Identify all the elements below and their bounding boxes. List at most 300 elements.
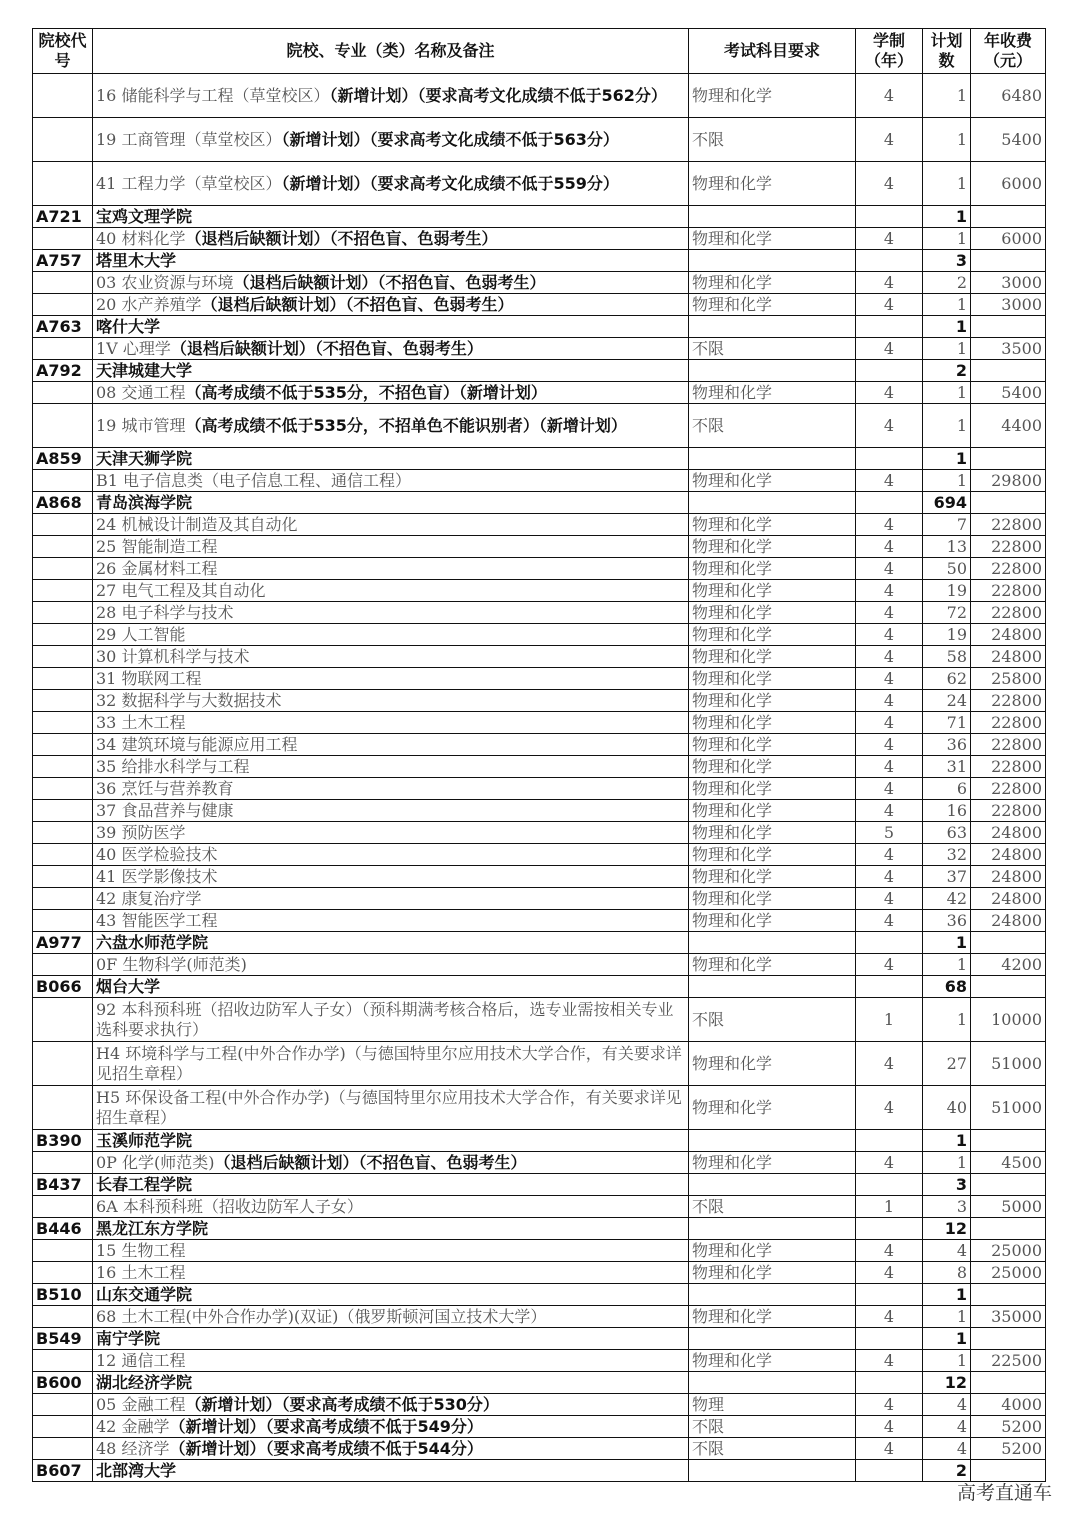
school-row xyxy=(33,976,1046,998)
plan-count: 68 xyxy=(923,976,971,998)
name-note-bold: 塔里木大学 xyxy=(96,250,177,270)
school-code xyxy=(33,1438,93,1460)
school-code xyxy=(33,822,93,844)
subject-requirement: 不限 xyxy=(689,338,856,360)
major-row xyxy=(33,954,1046,976)
school-row xyxy=(33,250,1046,272)
study-years: 4 xyxy=(856,1416,923,1438)
major-name xyxy=(93,1196,689,1218)
study-years: 4 xyxy=(856,162,923,206)
school-row xyxy=(33,448,1046,470)
subject-requirement: 物理和化学 xyxy=(689,646,856,668)
major-row xyxy=(33,844,1046,866)
school-code xyxy=(33,1086,93,1130)
subject-requirement: 物理和化学 xyxy=(689,1240,856,1262)
subject-requirement xyxy=(689,1460,856,1482)
name-text: 27 电气工程及其自动化 xyxy=(96,580,266,600)
major-row xyxy=(33,1152,1046,1174)
major-name xyxy=(93,1394,689,1416)
annual-fee: 24800 xyxy=(971,866,1046,888)
name-note-bold: 天津城建大学 xyxy=(96,360,193,380)
major-row xyxy=(33,1416,1046,1438)
annual-fee: 3000 xyxy=(971,272,1046,294)
study-years: 1 xyxy=(856,998,923,1042)
subject-requirement: 物理和化学 xyxy=(689,580,856,602)
name-text: 42 康复治疗学 xyxy=(96,888,202,908)
major-name xyxy=(93,1262,689,1284)
school-code xyxy=(33,1152,93,1174)
major-row xyxy=(33,272,1046,294)
annual-fee: 22800 xyxy=(971,756,1046,778)
admission-plan-table xyxy=(32,28,1046,1482)
name-note-bold: （新增计划）（要求高考文化成绩不低于563分） xyxy=(281,129,619,149)
subject-requirement: 物理和化学 xyxy=(689,514,856,536)
major-row xyxy=(33,866,1046,888)
school-code: B066 xyxy=(33,976,93,998)
name-text: 28 电子科学与技术 xyxy=(96,602,234,622)
major-row xyxy=(33,624,1046,646)
annual-fee: 22800 xyxy=(971,536,1046,558)
plan-count: 3 xyxy=(923,1196,971,1218)
plan-count: 694 xyxy=(923,492,971,514)
school-code: B549 xyxy=(33,1328,93,1350)
major-row xyxy=(33,470,1046,492)
major-name xyxy=(93,514,689,536)
name-note-bold: 青岛滨海学院 xyxy=(96,492,193,512)
school-code: B446 xyxy=(33,1218,93,1240)
name-text: 29 人工智能 xyxy=(96,624,186,644)
subject-requirement: 物理和化学 xyxy=(689,470,856,492)
major-row xyxy=(33,228,1046,250)
subject-requirement xyxy=(689,976,856,998)
header-years: 学制（年） xyxy=(856,29,923,74)
major-name xyxy=(93,272,689,294)
major-row xyxy=(33,756,1046,778)
name-note-bold: 长春工程学院 xyxy=(96,1174,193,1194)
annual-fee xyxy=(971,976,1046,998)
annual-fee xyxy=(971,316,1046,338)
plan-count: 4 xyxy=(923,1240,971,1262)
major-name xyxy=(93,1416,689,1438)
subject-requirement: 物理和化学 xyxy=(689,1262,856,1284)
name-text: 36 烹饪与营养教育 xyxy=(96,778,234,798)
name-note-bold: （新增计划）（要求高考成绩不低于549分） xyxy=(169,1416,483,1436)
school-code xyxy=(33,624,93,646)
school-row xyxy=(33,932,1046,954)
header-fee: 年收费（元） xyxy=(971,29,1046,74)
school-name xyxy=(93,1284,689,1306)
name-text: 39 预防医学 xyxy=(96,822,186,842)
study-years: 4 xyxy=(856,800,923,822)
study-years: 4 xyxy=(856,514,923,536)
major-name xyxy=(93,1086,689,1130)
major-row xyxy=(33,690,1046,712)
school-code xyxy=(33,888,93,910)
study-years: 4 xyxy=(856,668,923,690)
school-name xyxy=(93,932,689,954)
school-code xyxy=(33,954,93,976)
school-code: B390 xyxy=(33,1130,93,1152)
study-years: 4 xyxy=(856,1394,923,1416)
major-name xyxy=(93,228,689,250)
school-code xyxy=(33,998,93,1042)
header-name: 院校、专业（类）名称及备注 xyxy=(93,29,689,74)
name-text: B1 电子信息类（电子信息工程、通信工程） xyxy=(96,470,412,490)
school-code xyxy=(33,1196,93,1218)
major-row xyxy=(33,910,1046,932)
major-name xyxy=(93,756,689,778)
major-row xyxy=(33,734,1046,756)
annual-fee: 6000 xyxy=(971,162,1046,206)
plan-count: 4 xyxy=(923,1416,971,1438)
major-name xyxy=(93,74,689,118)
study-years: 4 xyxy=(856,536,923,558)
name-note-bold: （新增计划）（要求高考文化成绩不低于562分） xyxy=(329,85,667,105)
subject-requirement xyxy=(689,1372,856,1394)
major-row xyxy=(33,998,1046,1042)
subject-requirement xyxy=(689,1284,856,1306)
study-years xyxy=(856,316,923,338)
name-text: 43 智能医学工程 xyxy=(96,910,218,930)
name-note-bold: （新增计划）（要求高考文化成绩不低于559分） xyxy=(281,173,619,193)
study-years xyxy=(856,1218,923,1240)
major-row xyxy=(33,888,1046,910)
annual-fee: 6480 xyxy=(971,74,1046,118)
annual-fee xyxy=(971,1372,1046,1394)
subject-requirement: 物理和化学 xyxy=(689,822,856,844)
annual-fee: 25000 xyxy=(971,1240,1046,1262)
name-text: 41 工程力学（草堂校区） xyxy=(96,173,282,193)
annual-fee: 51000 xyxy=(971,1042,1046,1086)
major-row xyxy=(33,1438,1046,1460)
school-code xyxy=(33,844,93,866)
major-row xyxy=(33,602,1046,624)
name-text: 30 计算机科学与技术 xyxy=(96,646,250,666)
annual-fee: 22800 xyxy=(971,690,1046,712)
study-years: 4 xyxy=(856,338,923,360)
subject-requirement xyxy=(689,1174,856,1196)
study-years xyxy=(856,250,923,272)
plan-count: 63 xyxy=(923,822,971,844)
study-years: 1 xyxy=(856,1196,923,1218)
name-note-bold: 天津天狮学院 xyxy=(96,448,193,468)
annual-fee: 6000 xyxy=(971,228,1046,250)
name-text: 26 金属材料工程 xyxy=(96,558,218,578)
subject-requirement: 不限 xyxy=(689,1438,856,1460)
major-row xyxy=(33,800,1046,822)
name-note-bold: 南宁学院 xyxy=(96,1328,161,1348)
name-note-bold: 黑龙江东方学院 xyxy=(96,1218,209,1238)
school-name xyxy=(93,1130,689,1152)
plan-count: 4 xyxy=(923,1438,971,1460)
major-row xyxy=(33,822,1046,844)
plan-count: 71 xyxy=(923,712,971,734)
name-note-bold: （新增计划）（要求高考成绩不低于530分） xyxy=(185,1394,499,1414)
study-years: 4 xyxy=(856,558,923,580)
name-text: 41 医学影像技术 xyxy=(96,866,218,886)
subject-requirement: 物理和化学 xyxy=(689,1152,856,1174)
name-text: 19 工商管理（草堂校区） xyxy=(96,129,282,149)
subject-requirement xyxy=(689,492,856,514)
name-text: 33 土木工程 xyxy=(96,712,186,732)
name-text: 08 交通工程 xyxy=(96,382,186,402)
subject-requirement xyxy=(689,1218,856,1240)
annual-fee: 5400 xyxy=(971,382,1046,404)
major-name xyxy=(93,866,689,888)
subject-requirement: 物理和化学 xyxy=(689,1086,856,1130)
plan-count: 50 xyxy=(923,558,971,580)
school-name xyxy=(93,250,689,272)
name-note-bold: 北部湾大学 xyxy=(96,1460,177,1480)
subject-requirement: 物理和化学 xyxy=(689,294,856,316)
name-text: 40 材料化学 xyxy=(96,228,186,248)
name-text: 31 物联网工程 xyxy=(96,668,202,688)
plan-count: 1 xyxy=(923,228,971,250)
subject-requirement: 物理和化学 xyxy=(689,844,856,866)
school-name xyxy=(93,1174,689,1196)
subject-requirement: 物理和化学 xyxy=(689,668,856,690)
subject-requirement: 物理和化学 xyxy=(689,800,856,822)
school-code xyxy=(33,1306,93,1328)
school-code xyxy=(33,74,93,118)
major-name xyxy=(93,470,689,492)
school-name xyxy=(93,1372,689,1394)
major-row xyxy=(33,338,1046,360)
name-text: 19 城市管理 xyxy=(96,415,186,435)
major-row xyxy=(33,1042,1046,1086)
subject-requirement xyxy=(689,1328,856,1350)
study-years: 4 xyxy=(856,734,923,756)
name-note-bold: （退档后缺额计划）（不招色盲、色弱考生） xyxy=(201,294,514,314)
annual-fee: 29800 xyxy=(971,470,1046,492)
watermark: 高考直通车 xyxy=(956,1482,1052,1504)
annual-fee: 22800 xyxy=(971,602,1046,624)
plan-count: 1 xyxy=(923,448,971,470)
study-years xyxy=(856,1328,923,1350)
major-name xyxy=(93,1350,689,1372)
subject-requirement: 物理和化学 xyxy=(689,778,856,800)
subject-requirement: 物理和化学 xyxy=(689,756,856,778)
study-years: 4 xyxy=(856,580,923,602)
major-row xyxy=(33,536,1046,558)
plan-count: 36 xyxy=(923,734,971,756)
name-text: 68 土木工程(中外合作办学)(双证)（俄罗斯顿河国立技术大学） xyxy=(96,1306,547,1326)
study-years: 4 xyxy=(856,382,923,404)
major-row xyxy=(33,1086,1046,1130)
major-name xyxy=(93,1438,689,1460)
major-row xyxy=(33,712,1046,734)
major-row xyxy=(33,1350,1046,1372)
plan-count: 1 xyxy=(923,294,971,316)
school-code xyxy=(33,756,93,778)
name-note-bold: 宝鸡文理学院 xyxy=(96,206,193,226)
study-years xyxy=(856,976,923,998)
annual-fee: 24800 xyxy=(971,910,1046,932)
study-years: 4 xyxy=(856,1042,923,1086)
subject-requirement xyxy=(689,316,856,338)
school-code xyxy=(33,712,93,734)
subject-requirement: 物理 xyxy=(689,1394,856,1416)
subject-requirement: 物理和化学 xyxy=(689,712,856,734)
name-note-bold: （退档后缺额计划）（不招色盲、色弱考生） xyxy=(214,1152,527,1172)
annual-fee: 22800 xyxy=(971,800,1046,822)
name-text: 1V 心理学 xyxy=(96,338,171,358)
name-note-bold: （高考成绩不低于535分，不招单色不能识别者）（新增计划） xyxy=(185,415,627,435)
subject-requirement xyxy=(689,1130,856,1152)
subject-requirement: 物理和化学 xyxy=(689,272,856,294)
major-row xyxy=(33,162,1046,206)
annual-fee: 25800 xyxy=(971,668,1046,690)
school-row xyxy=(33,1130,1046,1152)
name-text: 42 金融学 xyxy=(96,1416,170,1436)
name-note-bold: （退档后缺额计划）（不招色盲、色弱考生） xyxy=(233,272,546,292)
school-code: B600 xyxy=(33,1372,93,1394)
study-years: 4 xyxy=(856,272,923,294)
name-text: 0P 化学(师范类) xyxy=(96,1152,215,1172)
major-row xyxy=(33,1262,1046,1284)
subject-requirement: 物理和化学 xyxy=(689,558,856,580)
name-text: 35 给排水科学与工程 xyxy=(96,756,250,776)
school-code xyxy=(33,866,93,888)
name-text: H4 环境科学与工程(中外合作办学)（与德国特里尔应用技术大学合作，有关要求详见招生章程） xyxy=(96,1043,682,1083)
subject-requirement: 物理和化学 xyxy=(689,1306,856,1328)
study-years: 4 xyxy=(856,1086,923,1130)
name-text: 37 食品营养与健康 xyxy=(96,800,234,820)
subject-requirement: 物理和化学 xyxy=(689,602,856,624)
study-years: 4 xyxy=(856,690,923,712)
major-name xyxy=(93,800,689,822)
study-years: 4 xyxy=(856,1350,923,1372)
major-name xyxy=(93,338,689,360)
study-years: 4 xyxy=(856,756,923,778)
annual-fee xyxy=(971,1218,1046,1240)
plan-count: 12 xyxy=(923,1218,971,1240)
study-years: 4 xyxy=(856,866,923,888)
plan-count: 27 xyxy=(923,1042,971,1086)
name-text: 40 医学检验技术 xyxy=(96,844,218,864)
annual-fee: 22800 xyxy=(971,734,1046,756)
subject-requirement: 物理和化学 xyxy=(689,910,856,932)
study-years xyxy=(856,1130,923,1152)
plan-count: 42 xyxy=(923,888,971,910)
school-code xyxy=(33,910,93,932)
plan-count: 1 xyxy=(923,404,971,448)
major-name xyxy=(93,888,689,910)
name-text: 32 数据科学与大数据技术 xyxy=(96,690,282,710)
annual-fee: 22800 xyxy=(971,778,1046,800)
study-years xyxy=(856,1284,923,1306)
annual-fee xyxy=(971,1174,1046,1196)
plan-count: 24 xyxy=(923,690,971,712)
plan-count: 40 xyxy=(923,1086,971,1130)
school-code xyxy=(33,272,93,294)
school-code: B510 xyxy=(33,1284,93,1306)
major-name xyxy=(93,910,689,932)
school-name xyxy=(93,206,689,228)
study-years: 4 xyxy=(856,1240,923,1262)
school-row xyxy=(33,1218,1046,1240)
plan-count: 1 xyxy=(923,1284,971,1306)
major-name xyxy=(93,602,689,624)
major-name xyxy=(93,536,689,558)
plan-count: 62 xyxy=(923,668,971,690)
school-code xyxy=(33,558,93,580)
school-code xyxy=(33,1350,93,1372)
plan-count: 72 xyxy=(923,602,971,624)
study-years: 4 xyxy=(856,712,923,734)
plan-count: 1 xyxy=(923,118,971,162)
major-row xyxy=(33,1394,1046,1416)
school-code xyxy=(33,1394,93,1416)
name-text: 92 本科预科班（招收边防军人子女）（预科期满考核合格后，选专业需按相关专业选科要求执行） xyxy=(96,999,674,1039)
school-code xyxy=(33,690,93,712)
major-row xyxy=(33,1196,1046,1218)
school-code: A757 xyxy=(33,250,93,272)
study-years: 4 xyxy=(856,74,923,118)
annual-fee: 22800 xyxy=(971,712,1046,734)
annual-fee xyxy=(971,1130,1046,1152)
annual-fee: 4000 xyxy=(971,1394,1046,1416)
name-text: 03 农业资源与环境 xyxy=(96,272,234,292)
plan-count: 37 xyxy=(923,866,971,888)
school-code xyxy=(33,514,93,536)
school-code xyxy=(33,382,93,404)
study-years: 4 xyxy=(856,118,923,162)
plan-count: 1 xyxy=(923,338,971,360)
annual-fee: 22800 xyxy=(971,558,1046,580)
name-note-bold: （新增计划）（要求高考成绩不低于544分） xyxy=(169,1438,483,1458)
annual-fee: 5200 xyxy=(971,1416,1046,1438)
plan-count: 1 xyxy=(923,74,971,118)
major-row xyxy=(33,668,1046,690)
name-text: 12 通信工程 xyxy=(96,1350,186,1370)
school-code xyxy=(33,404,93,448)
major-row xyxy=(33,514,1046,536)
subject-requirement: 物理和化学 xyxy=(689,162,856,206)
subject-requirement: 物理和化学 xyxy=(689,536,856,558)
plan-count: 6 xyxy=(923,778,971,800)
study-years: 4 xyxy=(856,294,923,316)
plan-count: 7 xyxy=(923,514,971,536)
major-row xyxy=(33,778,1046,800)
major-name xyxy=(93,668,689,690)
plan-count: 1 xyxy=(923,1350,971,1372)
name-note-bold: 烟台大学 xyxy=(96,976,161,996)
annual-fee: 4400 xyxy=(971,404,1046,448)
plan-count: 1 xyxy=(923,1328,971,1350)
study-years xyxy=(856,1460,923,1482)
table-header xyxy=(33,29,1046,74)
name-text: 20 水产养殖学 xyxy=(96,294,202,314)
major-name xyxy=(93,734,689,756)
study-years xyxy=(856,206,923,228)
study-years: 4 xyxy=(856,1438,923,1460)
name-text: 05 金融工程 xyxy=(96,1394,186,1414)
study-years: 4 xyxy=(856,1262,923,1284)
school-code xyxy=(33,800,93,822)
name-note-bold: 六盘水师范学院 xyxy=(96,932,209,952)
name-note-bold: （高考成绩不低于535分，不招色盲）（新增计划） xyxy=(185,382,547,402)
name-text: 6A 本科预科班（招收边防军人子女） xyxy=(96,1196,363,1216)
school-row xyxy=(33,492,1046,514)
school-name xyxy=(93,360,689,382)
plan-count: 12 xyxy=(923,1372,971,1394)
annual-fee: 4500 xyxy=(971,1152,1046,1174)
study-years: 4 xyxy=(856,1152,923,1174)
name-text: 16 土木工程 xyxy=(96,1262,186,1282)
plan-count: 1 xyxy=(923,998,971,1042)
plan-count: 1 xyxy=(923,1152,971,1174)
